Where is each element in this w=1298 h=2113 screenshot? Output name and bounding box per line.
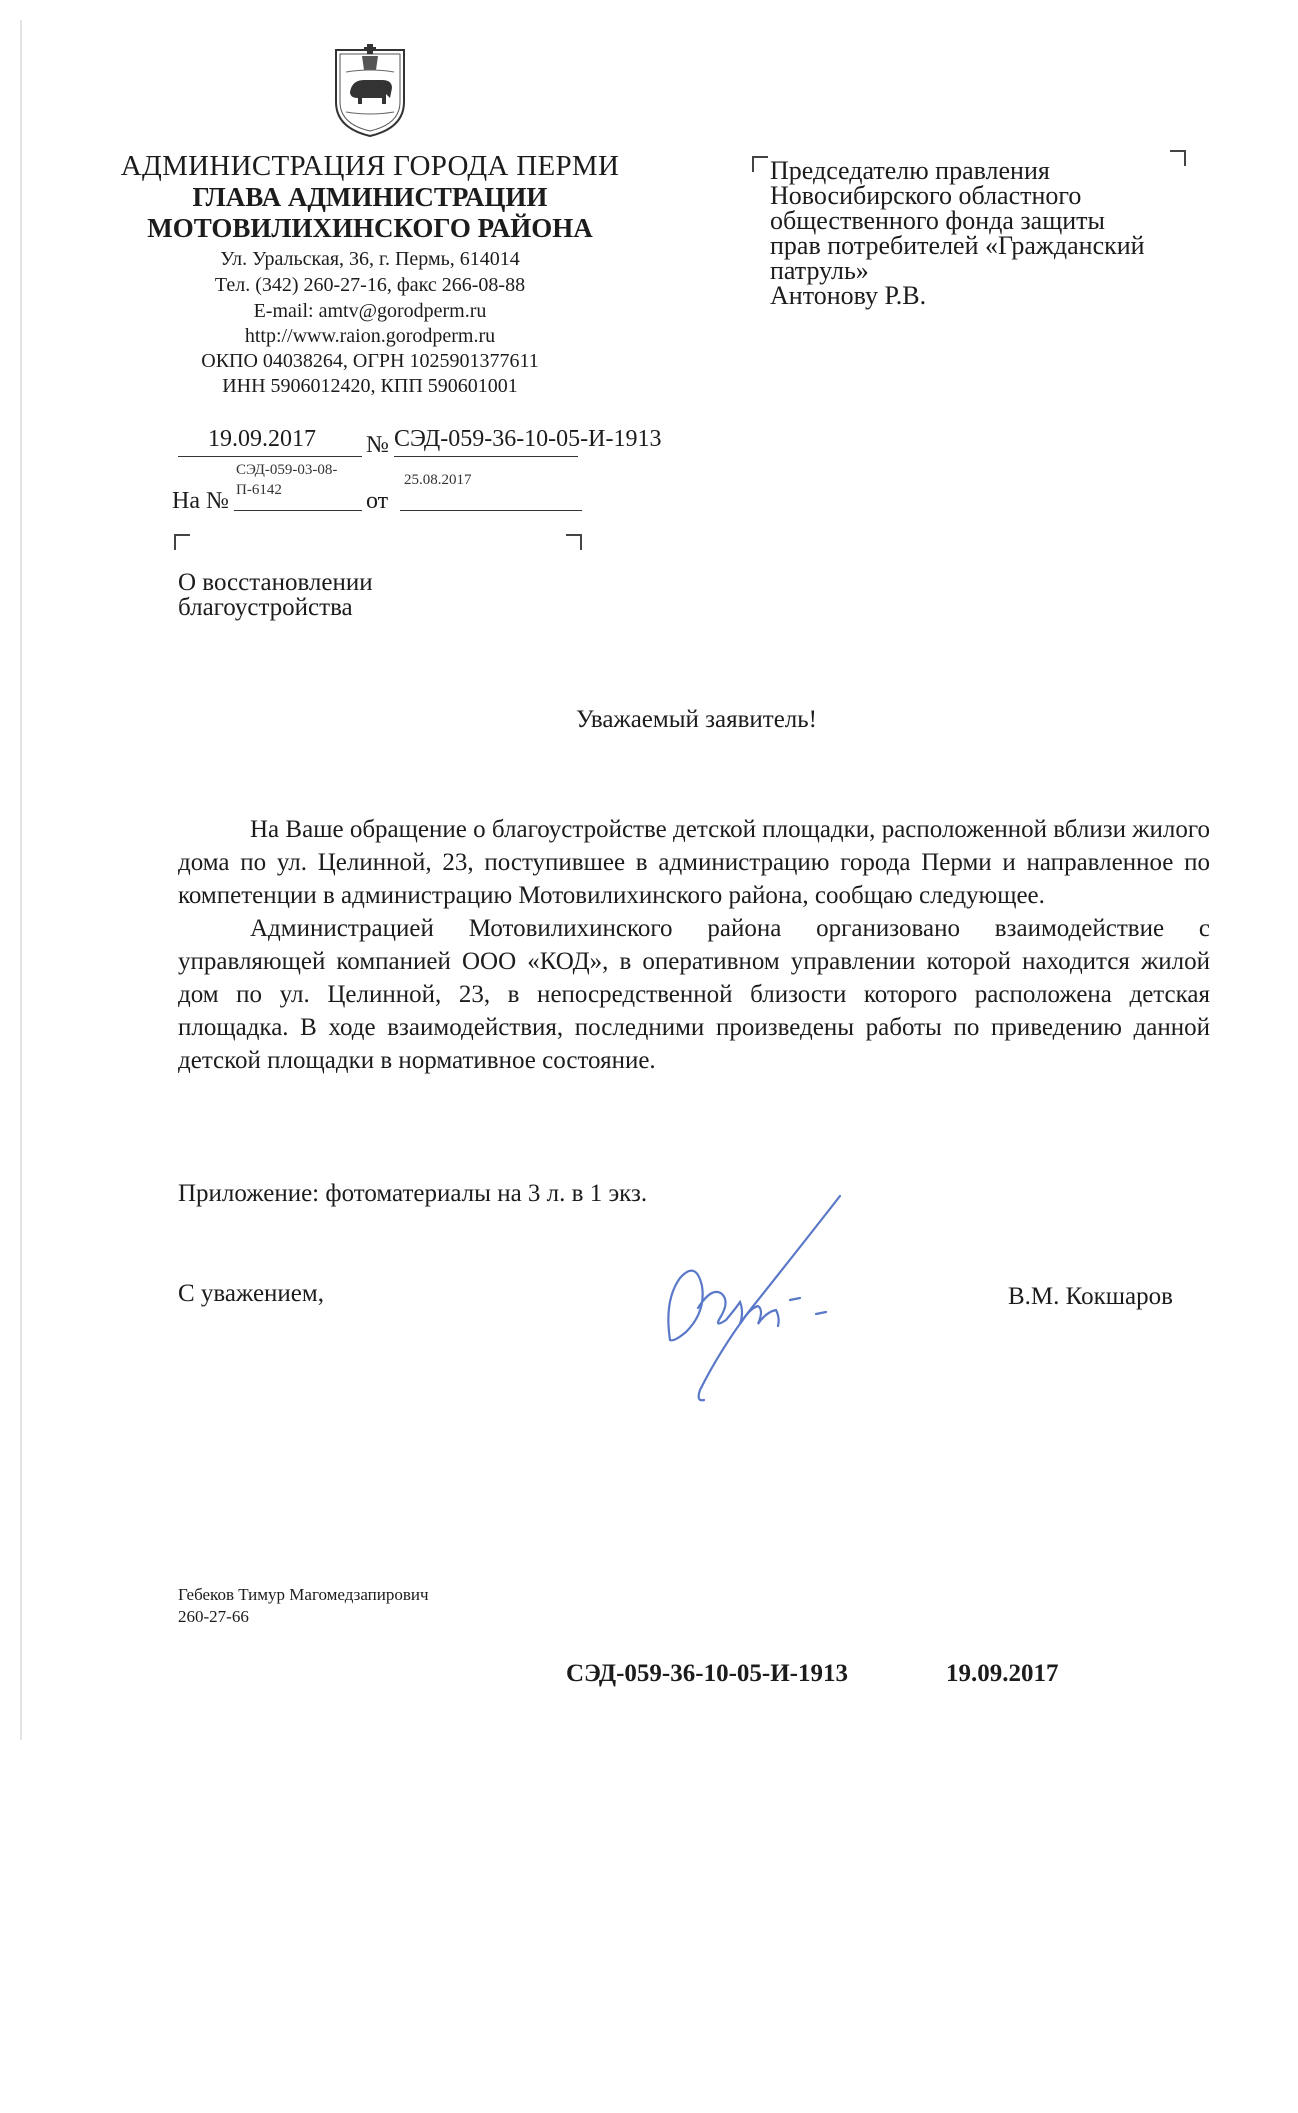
reg-date: 19.09.2017	[208, 426, 316, 452]
subject-line: благоустройства	[178, 594, 353, 621]
subject	[178, 570, 373, 620]
signer-name: В.М. Кокшаров	[1008, 1283, 1173, 1310]
org-department-line2: МОТОВИЛИХИНСКОГО РАЙОНА	[147, 213, 593, 243]
addressee-line: Антонову Р.В.	[770, 281, 927, 310]
scan-edge	[20, 20, 22, 1740]
org-department-line1: ГЛАВА АДМИНИСТРАЦИИ	[192, 182, 548, 212]
subject-line: О восстановлении	[178, 569, 373, 596]
greeting: Уважаемый заявитель!	[575, 706, 818, 733]
org-address: Ул. Уральская, 36, г. Пермь, 614014	[220, 248, 520, 270]
closing-regards: С уважением,	[178, 1280, 324, 1307]
reply-number-line	[234, 510, 362, 511]
addressee-block	[770, 158, 1230, 308]
reply-number-line1: СЭД-059-03-08-	[236, 462, 338, 478]
org-inn-kpp: ИНН 5906012420, КПП 590601001	[222, 375, 518, 397]
addressee-line: общественного фонда защиты	[770, 206, 1105, 235]
handwritten-signature	[640, 1190, 870, 1410]
reply-number-line2: П-6142	[236, 482, 282, 498]
org-name: АДМИНИСТРАЦИЯ ГОРОДА ПЕРМИ	[120, 150, 620, 182]
footer-reg-number: СЭД-059-36-10-05-И-1913	[566, 1660, 849, 1687]
executor-name: Гебеков Тимур Магомедзапирович	[178, 1585, 429, 1604]
reg-date-line	[178, 456, 362, 457]
addressee-line: патруль»	[770, 256, 869, 285]
executor-block	[178, 1584, 429, 1628]
reply-from-label: от	[366, 488, 389, 514]
reply-date: 25.08.2017	[404, 472, 472, 488]
executor-phone: 260-27-66	[178, 1607, 249, 1626]
org-phone: Тел. (342) 260-27-16, факс 266-08-88	[214, 274, 526, 296]
body-paragraph: На Ваше обращение о благоустройстве детской площадки, расположенной вблизи жилого дома по ул. Целинной, 23, поступившее в администрацию города Перми и направленное по компетенции в администрацию Мотовилихинского района, сообщаю следующее.	[178, 816, 1210, 909]
addressee-line: Новосибирского областного	[770, 181, 1082, 210]
org-okpo-ogrn: ОКПО 04038264, ОГРН 1025901377611	[201, 350, 539, 372]
reg-number-line	[394, 456, 578, 457]
footer-date: 19.09.2017	[946, 1660, 1059, 1687]
org-email: E-mail: amtv@gorodperm.ru	[253, 300, 487, 322]
reg-number: СЭД-059-36-10-05-И-1913	[394, 426, 662, 452]
reply-prefix: На №	[172, 488, 229, 514]
addressee-line: Председателю правления	[770, 156, 1050, 185]
org-website: http://www.raion.gorodperm.ru	[244, 325, 496, 347]
body-paragraph: Администрацией Мотовилихинского района организовано взаимодействие с управляющей компанией ООО «КОД», в оперативном управлении которой находится жилой дом по ул. Целинной, 23, в непосредственной близости которого расположена детская площадка. В ходе взаимодействия, последними произведены работы по приведению данной детской площадки в нормативное состояние.	[178, 915, 1210, 1074]
subject-corner-left	[174, 534, 190, 550]
subject-corner-right	[566, 534, 582, 550]
letter-body	[178, 813, 1210, 1077]
reply-date-line	[400, 510, 582, 511]
addressee-corner-left	[752, 156, 768, 172]
perm-coat-of-arms-icon	[332, 42, 408, 138]
reg-number-prefix: №	[366, 432, 389, 458]
addressee-line: прав потребителей «Гражданский	[770, 231, 1145, 260]
attachment-note: Приложение: фотоматериалы на 3 л. в 1 экз.	[178, 1180, 648, 1207]
